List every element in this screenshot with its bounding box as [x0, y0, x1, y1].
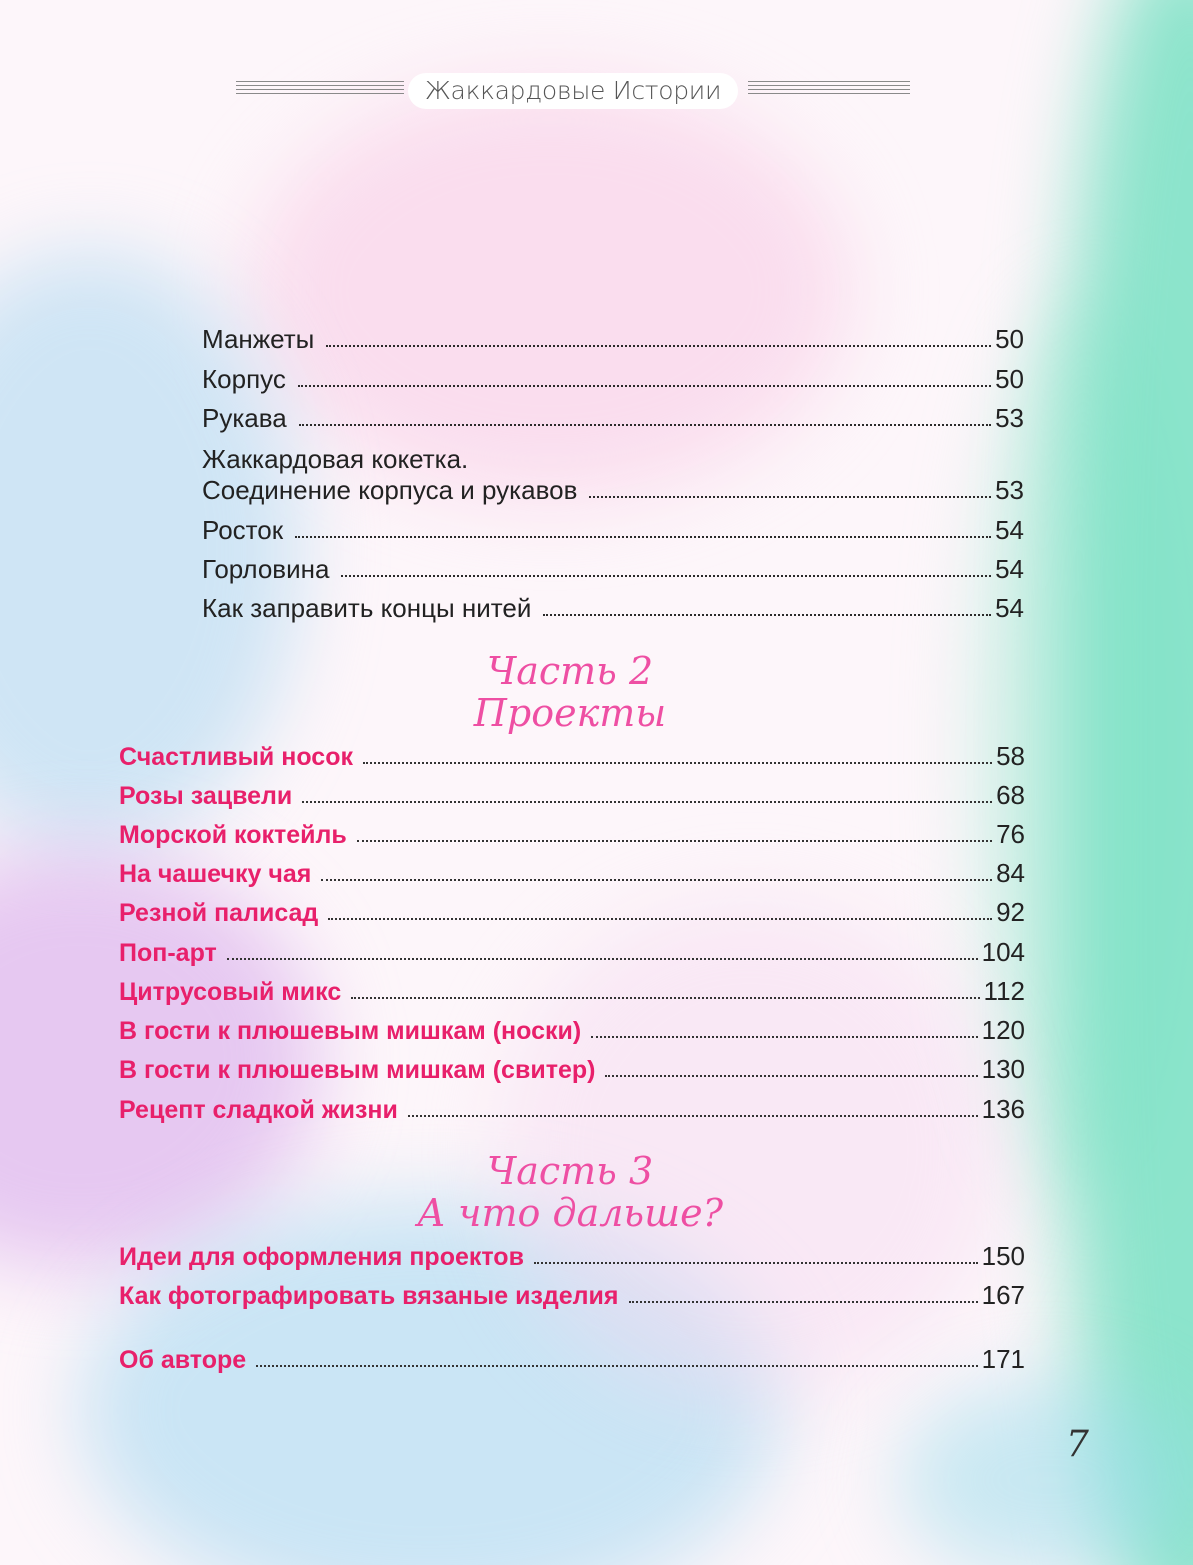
part-heading-title: А что дальше?: [417, 1191, 723, 1235]
toc-entry-page: 92: [996, 897, 1025, 927]
toc-entry[interactable]: [119, 741, 1025, 772]
toc-entry-title: Рецепт сладкой жизни: [119, 1096, 398, 1124]
toc-entry-title: В гости к плюшевым мишкам (носки): [119, 1017, 582, 1045]
page-number: 7: [1066, 1424, 1089, 1465]
toc-entry[interactable]: [119, 819, 1025, 850]
toc-entry-page: 54: [995, 593, 1024, 623]
toc-entry[interactable]: [202, 475, 1024, 506]
toc-entry-title: Цитрусовый микс: [119, 978, 342, 1006]
toc-entry-title: Поп-арт: [119, 939, 217, 967]
toc-entry-page: 54: [995, 515, 1024, 545]
toc-entry[interactable]: [119, 780, 1025, 811]
toc-entry[interactable]: [119, 1241, 1025, 1272]
toc-entry-page: 136: [981, 1094, 1025, 1124]
toc-entry[interactable]: [119, 1054, 1025, 1085]
toc-entry-page: 76: [996, 819, 1025, 849]
toc-entry-title: Морской коктейль: [119, 821, 347, 849]
toc-entry[interactable]: [202, 324, 1024, 355]
toc-entry[interactable]: [202, 593, 1024, 624]
header-right-rule: [748, 81, 910, 99]
toc-entry-page: 112: [983, 976, 1025, 1006]
toc-entry[interactable]: [202, 403, 1024, 434]
toc-entry-page: 50: [995, 364, 1024, 394]
toc-entry[interactable]: [119, 1015, 1025, 1046]
toc-entry[interactable]: [202, 364, 1024, 395]
part-heading-title: Проекты: [473, 691, 667, 735]
toc-entry-page: 53: [995, 403, 1024, 433]
toc-entry-page: 120: [981, 1015, 1025, 1045]
toc-entry-title: Об авторе: [119, 1346, 247, 1374]
header-left-rule: [236, 81, 404, 99]
toc-entry-title: Как фотографировать вязаные изделия: [119, 1282, 619, 1310]
toc-entry[interactable]: [119, 976, 1025, 1007]
toc-entry-title: Рукава: [202, 403, 287, 433]
part-2-heading: [420, 650, 720, 734]
toc-entry[interactable]: [119, 858, 1025, 889]
toc-entry-page: 53: [995, 475, 1024, 505]
toc-entry[interactable]: [119, 937, 1025, 968]
toc-entry-page: 171: [981, 1344, 1025, 1374]
toc-entry-title: Резной палисад: [119, 899, 319, 927]
toc-entry-title: Розы зацвели: [119, 782, 293, 810]
part-3-heading: [370, 1150, 770, 1234]
toc-entry-page: 58: [996, 741, 1025, 771]
toc-entry-page: 84: [996, 858, 1025, 888]
toc-entry-page: 54: [995, 554, 1024, 584]
toc-entry-title: Идеи для оформления проектов: [119, 1243, 524, 1271]
toc-entry[interactable]: [119, 897, 1025, 928]
toc-entry-page: 68: [996, 780, 1025, 810]
toc-entry[interactable]: [202, 554, 1024, 585]
toc-entry-about-author[interactable]: [119, 1344, 1025, 1375]
part-heading-number: Часть 2: [486, 649, 654, 693]
toc-entry-page: 104: [981, 937, 1025, 967]
toc-entry-title: Горловина: [202, 554, 330, 584]
toc-entry-title-line1: Жаккардовая кокетка.: [202, 444, 469, 474]
toc-entry-title: На чашечку чая: [119, 860, 312, 888]
toc-entry[interactable]: [119, 1280, 1025, 1311]
toc-entry-page: 150: [981, 1241, 1025, 1271]
toc-entry-title: Росток: [202, 515, 284, 545]
header-title: Жаккардовые Истории: [408, 73, 738, 109]
running-header: [236, 72, 910, 110]
toc-entry-page: 130: [981, 1054, 1025, 1084]
toc-entry[interactable]: [202, 515, 1024, 546]
toc-entry-title: Счастливый носок: [119, 743, 353, 771]
toc-entry[interactable]: [119, 1094, 1025, 1125]
toc-entry-title: Как заправить концы нитей: [202, 593, 532, 623]
toc-entry-title: Соединение корпуса и рукавов: [202, 475, 578, 505]
toc-entry-title: Корпус: [202, 364, 286, 394]
toc-entry-page: 167: [981, 1280, 1025, 1310]
part-heading-number: Часть 3: [486, 1149, 654, 1193]
toc-entry-title: В гости к плюшевым мишкам (свитер): [119, 1056, 596, 1084]
toc-entry-page: 50: [995, 324, 1024, 354]
toc-entry-title: Манжеты: [202, 324, 315, 354]
